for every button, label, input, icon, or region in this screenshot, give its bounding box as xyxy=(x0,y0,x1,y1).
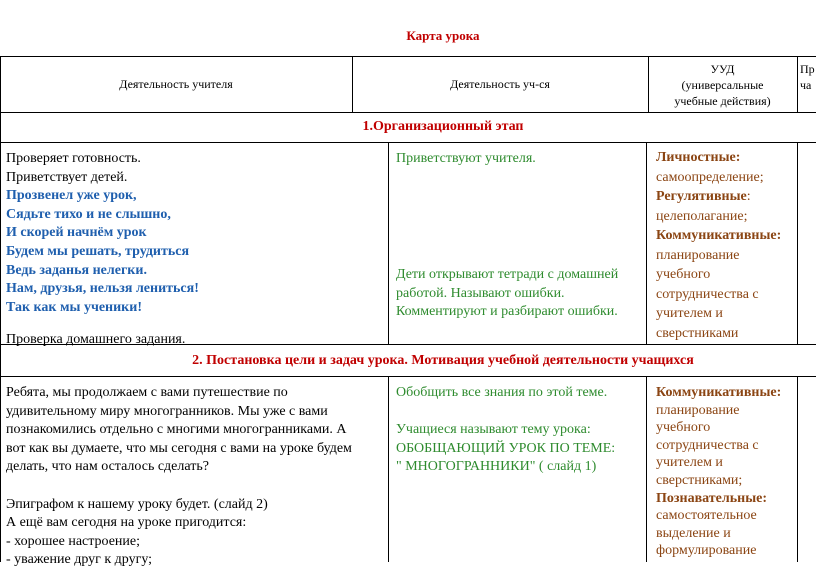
section-2-title: 2. Постановка цели и задач урока. Мотивация учебной деятельности учащихся xyxy=(192,353,694,368)
section-2-teacher-cell: Ребята, мы продолжаем с вами путешествие по удивительному миру многогранников. Мы уже с вами познакомились отдельно с многими многогранниками. А вот как вы думаете, что мы сегодня с вами на уроке будем делать, что нам осталось сделать? Эпиграфом к нашему уроку будет. (слайд 2) А ещё вам сегодня на уроке пригодится: - хорошее настроение; - уважение друг к другу; xyxy=(6,385,352,568)
section-1-students-top: Приветствуют учителя. xyxy=(396,151,536,166)
section-2-uud-cell: Коммуникативные: планирование учебного сотрудничества с учителем и сверстниками; Познавательные: самостоятельное выделение и формулирование xyxy=(656,385,782,559)
col-divider-1b xyxy=(388,142,389,344)
col-divider-2c xyxy=(646,376,647,562)
col-divider-3b xyxy=(797,142,798,344)
header-teacher-activity: Деятельность учителя xyxy=(119,77,233,91)
section-1-uud-cell: Личностные: самоопределение; Регулятивные: целеполагание; Коммуникативные: планирование учебного сотрудничества с учителем и сверстниками xyxy=(656,150,782,341)
col-divider-1c xyxy=(388,376,389,562)
table-border-top xyxy=(0,56,816,57)
header-student-activity: Деятельность уч-ся xyxy=(450,77,550,91)
section-1-students-bottom: Дети открывают тетради с домашней работой. Называют ошибки. Комментируют и разбирают ошибки. xyxy=(396,267,619,320)
header-extra-clipped: Пр ча xyxy=(800,62,815,92)
table-divider-section1 xyxy=(0,142,816,143)
table-divider-section2 xyxy=(0,376,816,377)
page-title: Карта урока xyxy=(406,28,480,43)
section-2-students-cell: Обобщить все знания по этой теме. Учащиеся называют тему урока: ОБОБЩАЮЩИЙ УРОК ПО ТЕМЕ: " МНОГОГРАННИКИ" ( слайд 1) xyxy=(396,385,616,475)
section-1-title: 1.Организационный этап xyxy=(362,119,524,134)
section-1-teacher-cell: Проверяет готовность. Приветствует детей. Прозвенел уже урок, Сядьте тихо и не слышно, И скорей начнём урок Будем мы решать, трудиться Ведь заданья нелегки. Нам, друзья, нельзя лениться! Так как мы ученики! Проверка домашнего задания. xyxy=(6,151,199,348)
header-uud: УУД (универсальные учебные действия) xyxy=(674,62,771,108)
col-divider-3 xyxy=(797,56,798,112)
table-divider-header xyxy=(0,112,816,113)
col-divider-2b xyxy=(646,142,647,344)
col-divider-3c xyxy=(797,376,798,562)
